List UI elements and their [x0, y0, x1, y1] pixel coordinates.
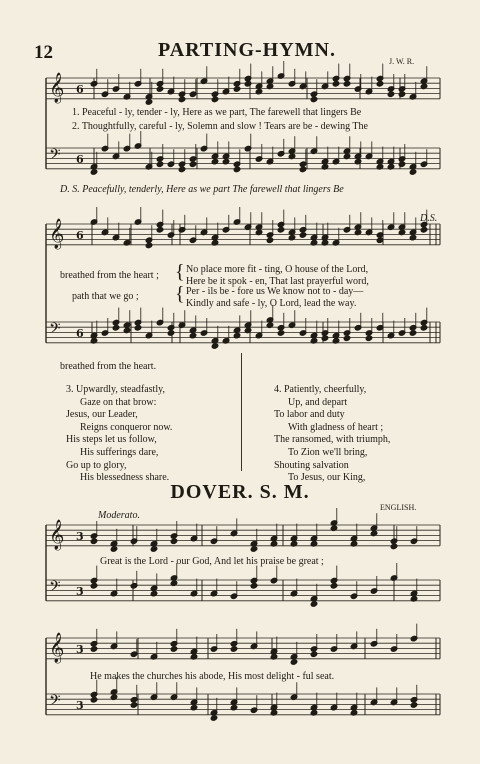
note-head: [420, 227, 427, 233]
verse1-lyrics: 1. Peaceful - ly, tender - ly, Here as we part, The farewell that lingers Be: [72, 107, 362, 118]
bass-clef: 𝄢: [49, 692, 61, 713]
time-signature: 3: [76, 530, 84, 543]
note-head: [230, 646, 237, 652]
note-head: [277, 330, 284, 336]
note-head: [170, 538, 177, 544]
note-head: [156, 86, 163, 92]
note-head: [299, 166, 306, 172]
hymn-title-dover: DOVER. S. M.: [170, 481, 310, 503]
ds-lyrics: D. S. Peacefully, tenderly, Here as we part The farewell that lingers Be: [60, 184, 344, 195]
note-head: [90, 169, 97, 175]
note-head: [244, 81, 251, 87]
verse-3-number: 3.: [66, 384, 74, 395]
refrain-line-2: Here be it spok - en, That last prayerful word,: [186, 276, 369, 287]
note-head: [233, 166, 240, 172]
refrain-line-1: No place more fit - ting, O house of the Lord,: [186, 264, 369, 275]
note-head: [332, 81, 339, 87]
note-head: [90, 646, 97, 652]
note-head: [409, 330, 416, 336]
time-signature: 6: [76, 153, 84, 166]
note-head: [299, 232, 306, 238]
note-head: [398, 91, 405, 97]
note-head: [343, 335, 350, 341]
treble-clef: 𝄞: [49, 520, 65, 550]
note-head: [150, 546, 157, 552]
note-head: [277, 227, 284, 233]
verse-4: 4. Patiently, cheerfully, Up, and depart To labor and duty With gladness of heart ; The ransomed, with triumph, To Zion we'll bring, Shouting salvation To Jesus, our King,: [274, 384, 391, 484]
note-head: [343, 81, 350, 87]
note-head: [156, 161, 163, 167]
treble-clef: 𝄞: [49, 73, 65, 103]
note-head: [167, 330, 174, 336]
time-signature: 6: [76, 229, 84, 242]
note-head: [112, 325, 119, 331]
bass-clef: 𝄢: [49, 578, 61, 599]
note-head: [409, 169, 416, 175]
refrain-line-4: Kindly and safe - ly, O Lord, lead the way.: [186, 298, 357, 309]
note-head: [321, 335, 328, 341]
time-signature: 6: [76, 83, 84, 96]
dover-lyrics-2: He makes the churches his abode, His most delight - ful seat.: [90, 671, 335, 682]
note-head: [250, 583, 257, 589]
treble-clef: 𝄞: [49, 633, 65, 663]
note-head: [390, 543, 397, 549]
note-head: [90, 583, 97, 589]
note-head: [420, 325, 427, 331]
note-head: [156, 227, 163, 233]
refrain-below: breathed from the heart.: [60, 361, 157, 372]
note-head: [330, 583, 337, 589]
note-head: [178, 166, 185, 172]
note-head: [365, 335, 372, 341]
verse-divider: [241, 353, 242, 471]
note-head: [310, 651, 317, 657]
note-head: [178, 96, 185, 102]
note-head: [189, 161, 196, 167]
page-number: 12: [34, 42, 53, 63]
note-head: [266, 237, 273, 243]
refrain-line-3: Per - ils be - fore us We know not to - day—: [186, 286, 364, 297]
note-head: [134, 325, 141, 331]
note-head: [211, 96, 218, 102]
verse2-lyrics: 2. Thoughtfully, careful - ly, Solemn and slow ! Tears are be - dewing The: [72, 121, 368, 132]
time-signature: 3: [76, 585, 84, 598]
time-signature: 3: [76, 643, 84, 656]
tempo-marking: Moderato.: [98, 510, 140, 521]
time-signature: 6: [76, 327, 84, 340]
ds-mark: D.S.: [420, 213, 438, 224]
note-head: [211, 343, 218, 349]
brace-2: {: [175, 283, 185, 305]
note-head: [210, 715, 217, 721]
note-head: [250, 546, 257, 552]
note-head: [110, 546, 117, 552]
note-head: [410, 702, 417, 708]
note-head: [145, 99, 152, 105]
tune-origin: ENGLISH.: [380, 503, 417, 512]
hymn-title-parting: PARTING-HYMN.: [157, 39, 337, 61]
note-head: [376, 81, 383, 87]
note-head: [310, 601, 317, 607]
treble-clef: 𝄞: [49, 219, 65, 249]
composer-initials: J. W. R.: [389, 57, 415, 66]
note-head: [290, 659, 297, 665]
note-head: [145, 242, 152, 248]
time-signature: 3: [76, 699, 84, 712]
dover-lyrics-1: Great is the Lord - our God, And let his praise be great ;: [100, 556, 324, 567]
note-head: [170, 646, 177, 652]
note-head: [130, 702, 137, 708]
verse-3: 3. Upwardly, steadfastly, Gaze on that brow: Jesus, our Leader, Reigns conqueror now. His steps let us follow, His sufferings dare, Go up to glory, His blessedness share.: [66, 384, 173, 484]
refrain-left-2: path that we go ;: [72, 291, 139, 302]
verse-4-number: 4.: [274, 384, 282, 395]
note-head: [398, 161, 405, 167]
note-head: [387, 91, 394, 97]
note-head: [90, 538, 97, 544]
note-head: [310, 96, 317, 102]
note-head: [233, 86, 240, 92]
note-head: [90, 697, 97, 703]
bass-clef: 𝄢: [49, 320, 61, 341]
refrain-left-1: breathed from the heart ;: [60, 270, 159, 281]
brace-1: {: [175, 261, 185, 283]
bass-clef: 𝄢: [49, 146, 61, 167]
